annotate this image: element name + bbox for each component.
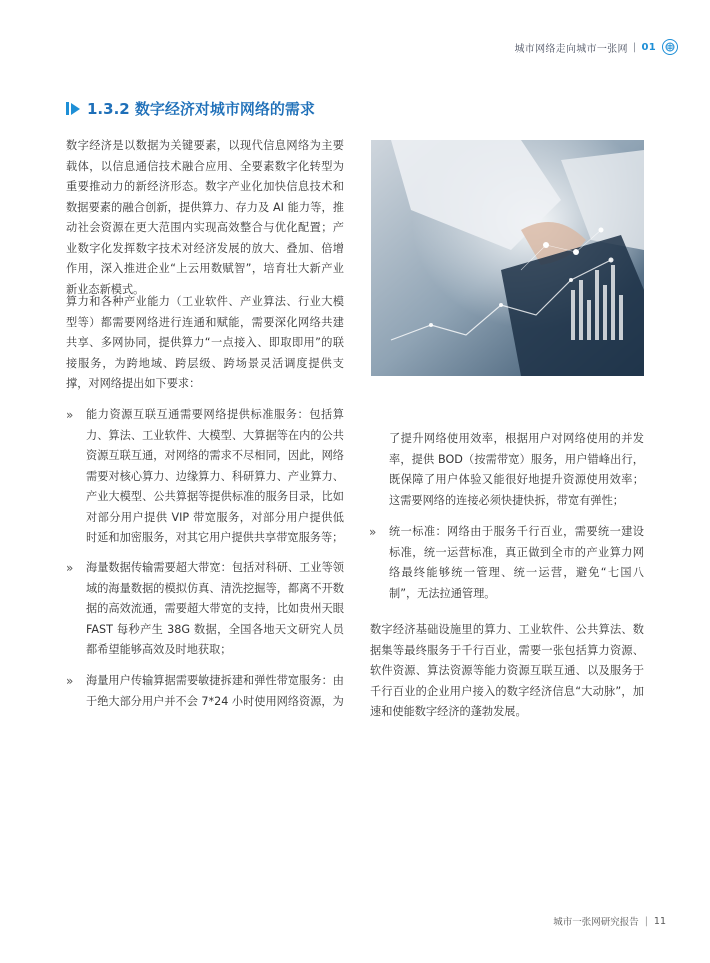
play-marker-icon (66, 102, 80, 115)
bullet-text: 海量用户传输算据需要敏捷拆建和弹性带宽服务：由于绝大部分用户并不会 7*24 小时使用网络资源，为 (86, 674, 344, 708)
bullet-text: 能力资源互联互通需要网络提供标准服务：包括算力、算法、工业软件、大模型、大算据等在内的公共资源互联互通，对网络的需求不尽相同，因此，网络需要对核心算力、边缘算力、科研算力、产业算力、产业大模型、公共算据等提供标准的服务目录，比如对部分用户提供 VIP 带宽服务，对部分用户提供低时延和加密服务，对其它用户提供共享带宽服务等； (86, 408, 344, 544)
requirements-paragraph: 算力和各种产业能力（工业软件、产业算法、行业大模型等）都需要网络进行连通和赋能，需要深化网络共建共享、多网协同，提供算力“一点接入、即取即用”的联接服务，为跨地域、跨层级、跨场景灵活调度提供支撑，对网络提出如下要求： (66, 295, 344, 390)
bullet-elastic-bandwidth (66, 671, 344, 712)
page-number: 11 (653, 915, 666, 927)
globe-logo-icon (662, 39, 678, 55)
bullet-text: 统一标准：网络由于服务千行百业，需要统一建设标准，统一运营标准，真正做到全市的产业算力网络最终能够统一管理、统一运营，避免“七国八制”，无法拉通管理。 (389, 525, 644, 600)
chapter-number: 01 (641, 41, 656, 53)
closing-paragraph: 数字经济基础设施里的算力、工业软件、公共算法、数据集等最终服务于千行百业，需要一张包括算力资源、软件资源、算法资源等能力资源互联互通、以及服务于千行百业的企业用户接入的数字经济信息“大动脉”，加速和使能数字经济的蓬勃发展。 (370, 623, 644, 718)
page-footer (553, 914, 666, 928)
bullet-large-bandwidth (66, 558, 344, 661)
page-header (514, 39, 678, 55)
bullet-text: 海量数据传输需要超大带宽：包括对科研、工业等领域的海量数据的模拟仿真、清洗挖掘等，都离不开数据的高效流通，需要超大带宽的支持，比如贵州天眼 FAST 每秒产生 38G 数据，全国各地天文研究人员都希望能够高效及时地获取； (86, 561, 344, 656)
header-title: 城市网络走向城市一张网 (514, 43, 628, 55)
bullet-marker: » (66, 561, 74, 575)
footer-separator: | (644, 915, 648, 927)
elastic-bandwidth-continuation: 了提升网络使用效率，根据用户对网络使用的并发率，提供 BOD（按需带宽）服务，用户错峰出行，既保障了用户体验又能很好地提升资源使用效率；这需要网络的连接必须快捷快拆，带宽有弹性； (389, 432, 644, 507)
bullet-marker: » (66, 674, 74, 688)
bullet-marker: » (369, 525, 377, 539)
footer-title: 城市一张网研究报告 (553, 917, 639, 928)
bullet-marker: » (66, 408, 74, 422)
header-separator: | (632, 41, 637, 53)
bullet-unified-standard (369, 522, 644, 604)
business-analytics-photo (371, 140, 644, 376)
section-heading (66, 98, 315, 119)
bullet-standard-service (66, 405, 344, 549)
section-title: 1.3.2 数字经济对城市网络的需求 (87, 100, 315, 118)
intro-paragraph: 数字经济是以数据为关键要素，以现代信息网络为主要载体，以信息通信技术融合应用、全要素数字化转型为重要推动力的新经济形态。数字产业化加快信息技术和数据要素的融合创新，提供算力、存力及 AI 能力等，推动社会资源在更大范围内实现高效整合与优化配置；产业数字化发挥数字技术对经济发展的放大、叠加、倍增作用，深入推进企业“上云用数赋智”，培育壮大新产业新业态新模式。 (66, 139, 344, 296)
